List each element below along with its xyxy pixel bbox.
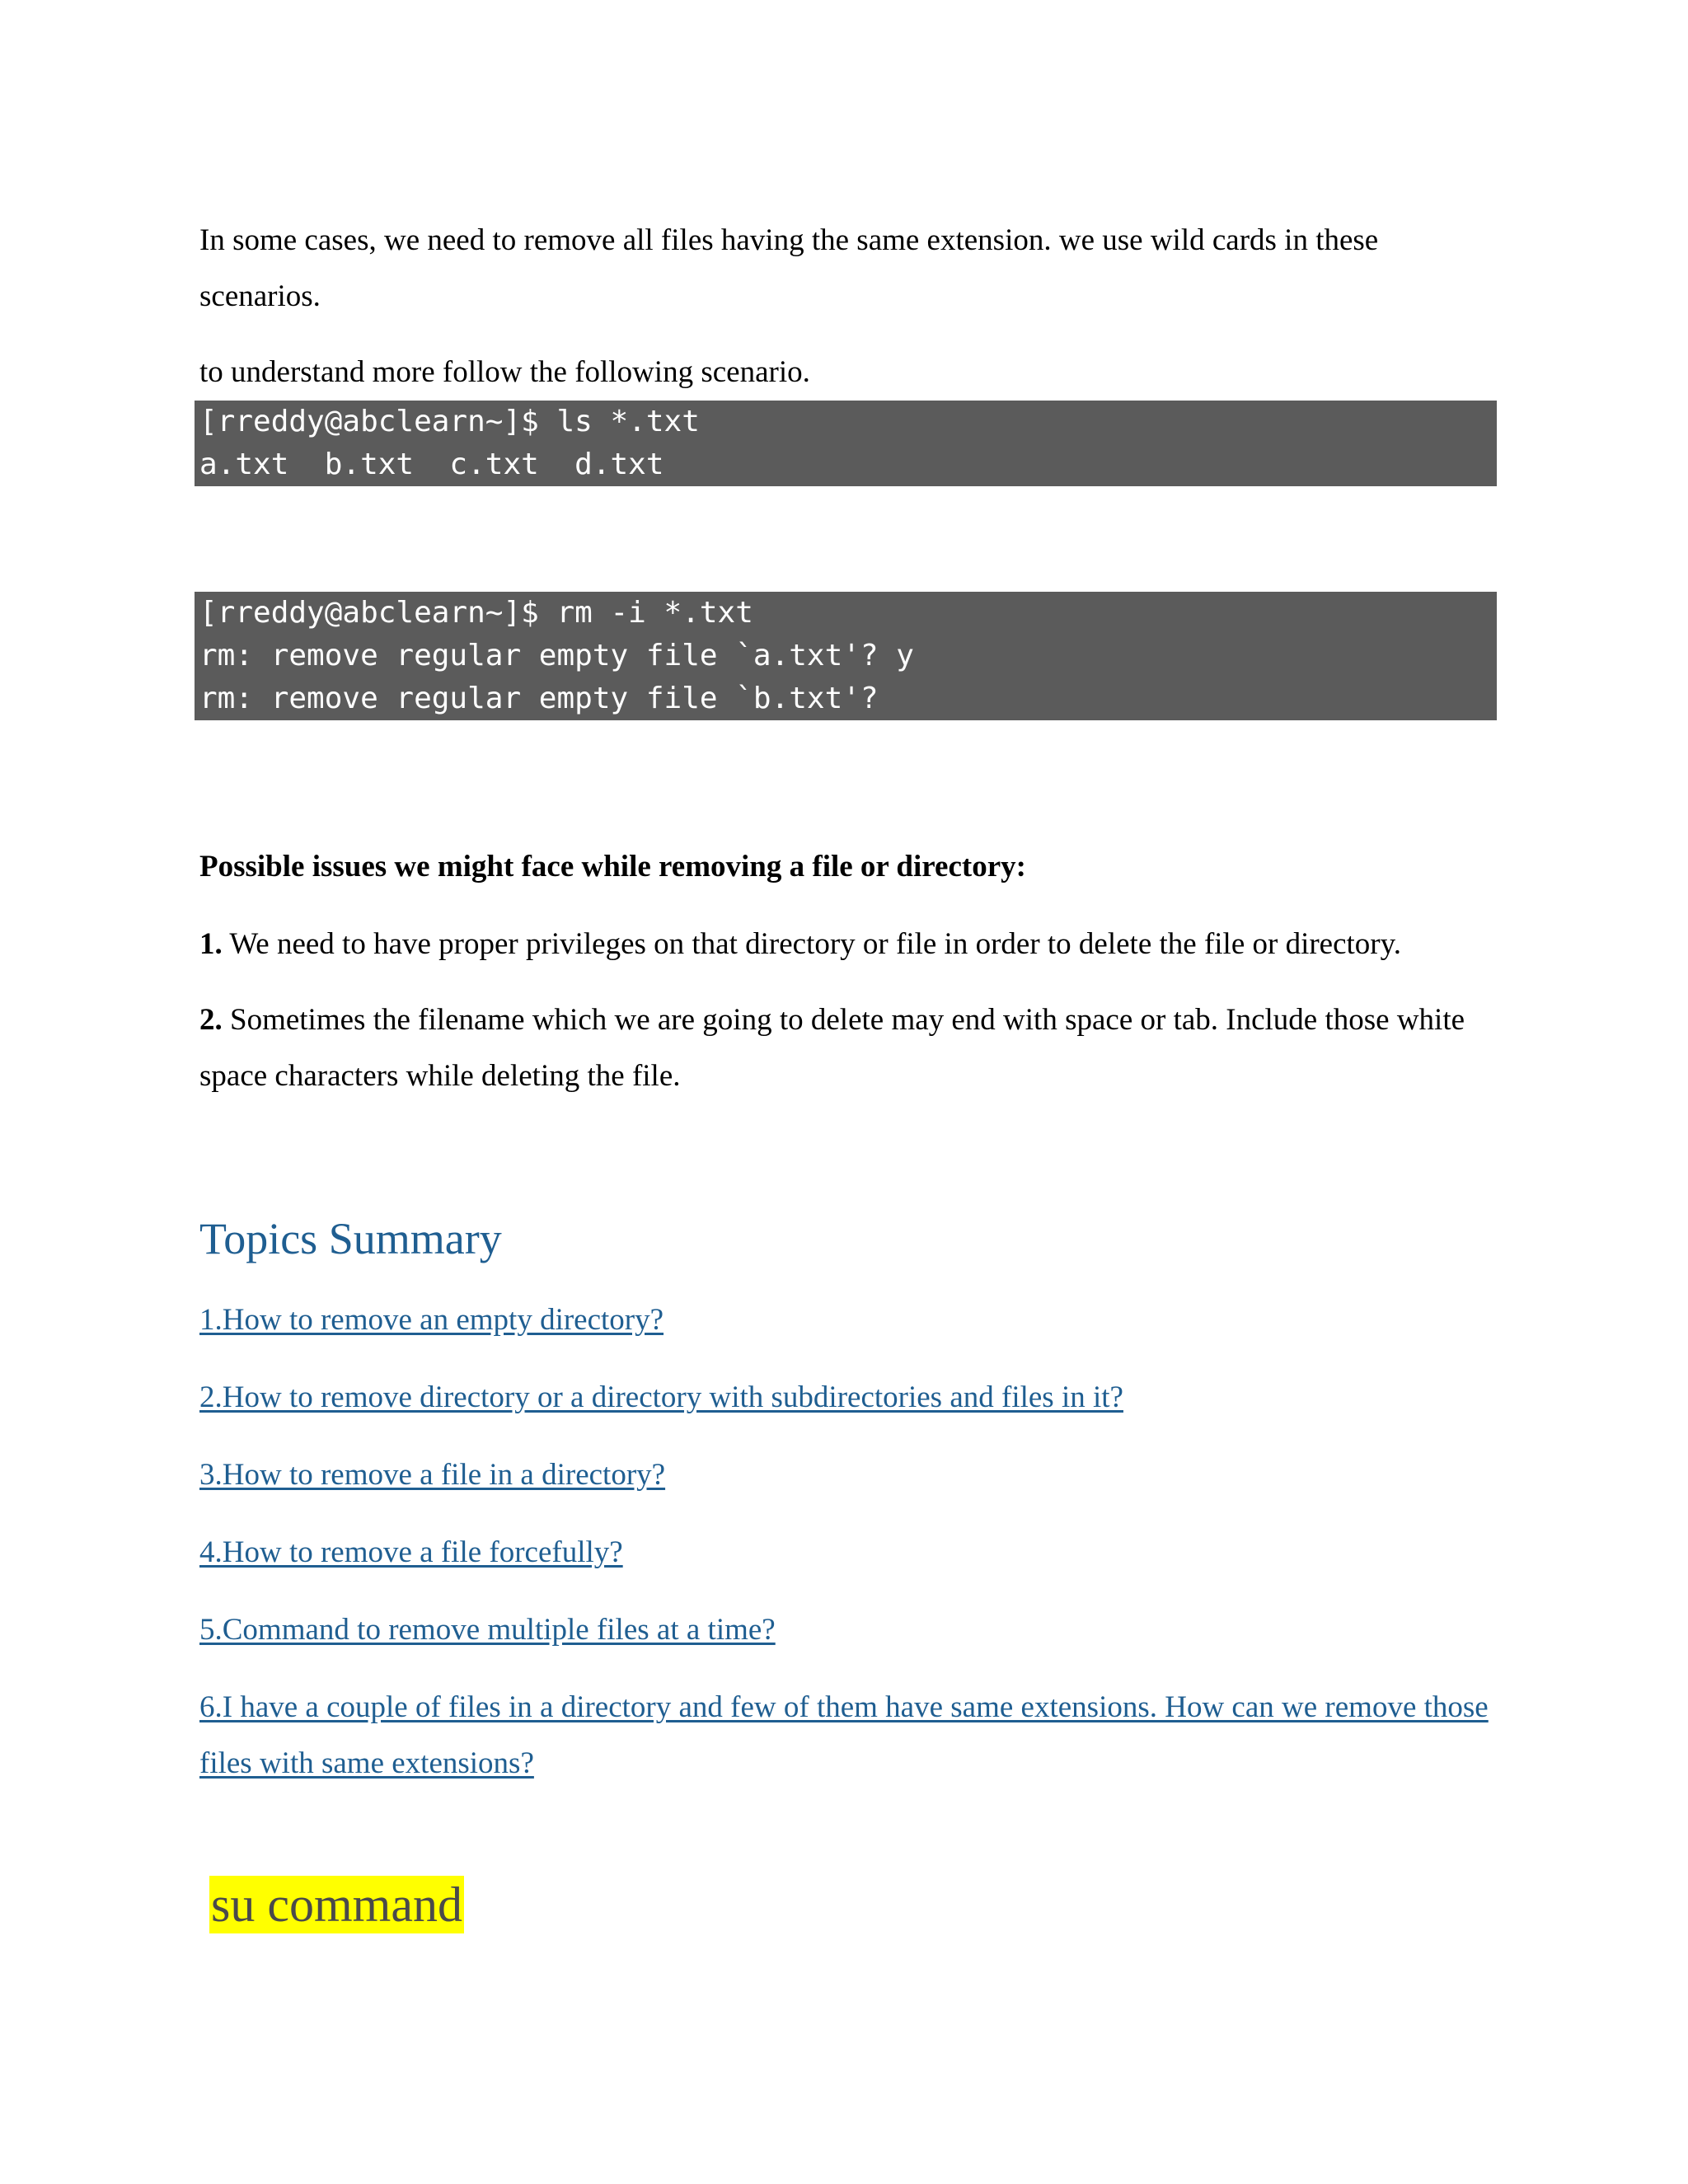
issue-item: [199, 916, 1502, 972]
code-line: [rreddy@abclearn~]$ rm -i *.txt: [199, 596, 753, 630]
code-line: rm: remove regular empty file `a.txt'? y: [199, 639, 914, 673]
code-block-ls: [195, 401, 1497, 486]
topic-link-remove-file-forcefully[interactable]: 4.How to remove a file forcefully?: [199, 1535, 623, 1569]
issue-text: Sometimes the filename which we are going to delete may end with space or tab. Include those white space characters while deleting the file.: [199, 1003, 1465, 1093]
issue-number: 2.: [199, 1003, 223, 1037]
topic-link-remove-directory-with-subdirectories[interactable]: 2.How to remove directory or a directory with subdirectories and files in it?: [199, 1380, 1123, 1414]
page-content: [199, 213, 1502, 1933]
code-line: [rreddy@abclearn~]$ ls *.txt: [199, 405, 700, 438]
topic-link-remove-empty-directory[interactable]: 1.How to remove an empty directory?: [199, 1303, 664, 1337]
issue-text: We need to have proper privileges on that directory or file in order to delete the file or directory.: [222, 927, 1401, 961]
topic-link-remove-file-in-directory[interactable]: 3.How to remove a file in a directory?: [199, 1458, 666, 1492]
code-line: a.txt b.txt c.txt d.txt: [199, 448, 664, 481]
topic-link-remove-same-extension-files[interactable]: 6.I have a couple of files in a directory and few of them have same extensions. How can we remove those files with same extensions?: [199, 1690, 1489, 1780]
issues-heading: Possible issues we might face while removing a file or directory:: [199, 850, 1026, 883]
su-command-heading: su command: [211, 1877, 462, 1932]
issue-number: 1.: [199, 927, 223, 961]
topics-summary-title: Topics Summary: [199, 1214, 502, 1263]
topic-link-remove-multiple-files[interactable]: 5.Command to remove multiple files at a time?: [199, 1613, 776, 1647]
intro-paragraph: In some cases, we need to remove all files having the same extension. we use wild cards in these scenarios.: [199, 223, 1379, 313]
code-line: rm: remove regular empty file `b.txt'?: [199, 682, 879, 715]
issue-item: [199, 992, 1502, 1104]
code-block-rm: [195, 592, 1497, 720]
scenario-paragraph: to understand more follow the following scenario.: [199, 355, 810, 389]
